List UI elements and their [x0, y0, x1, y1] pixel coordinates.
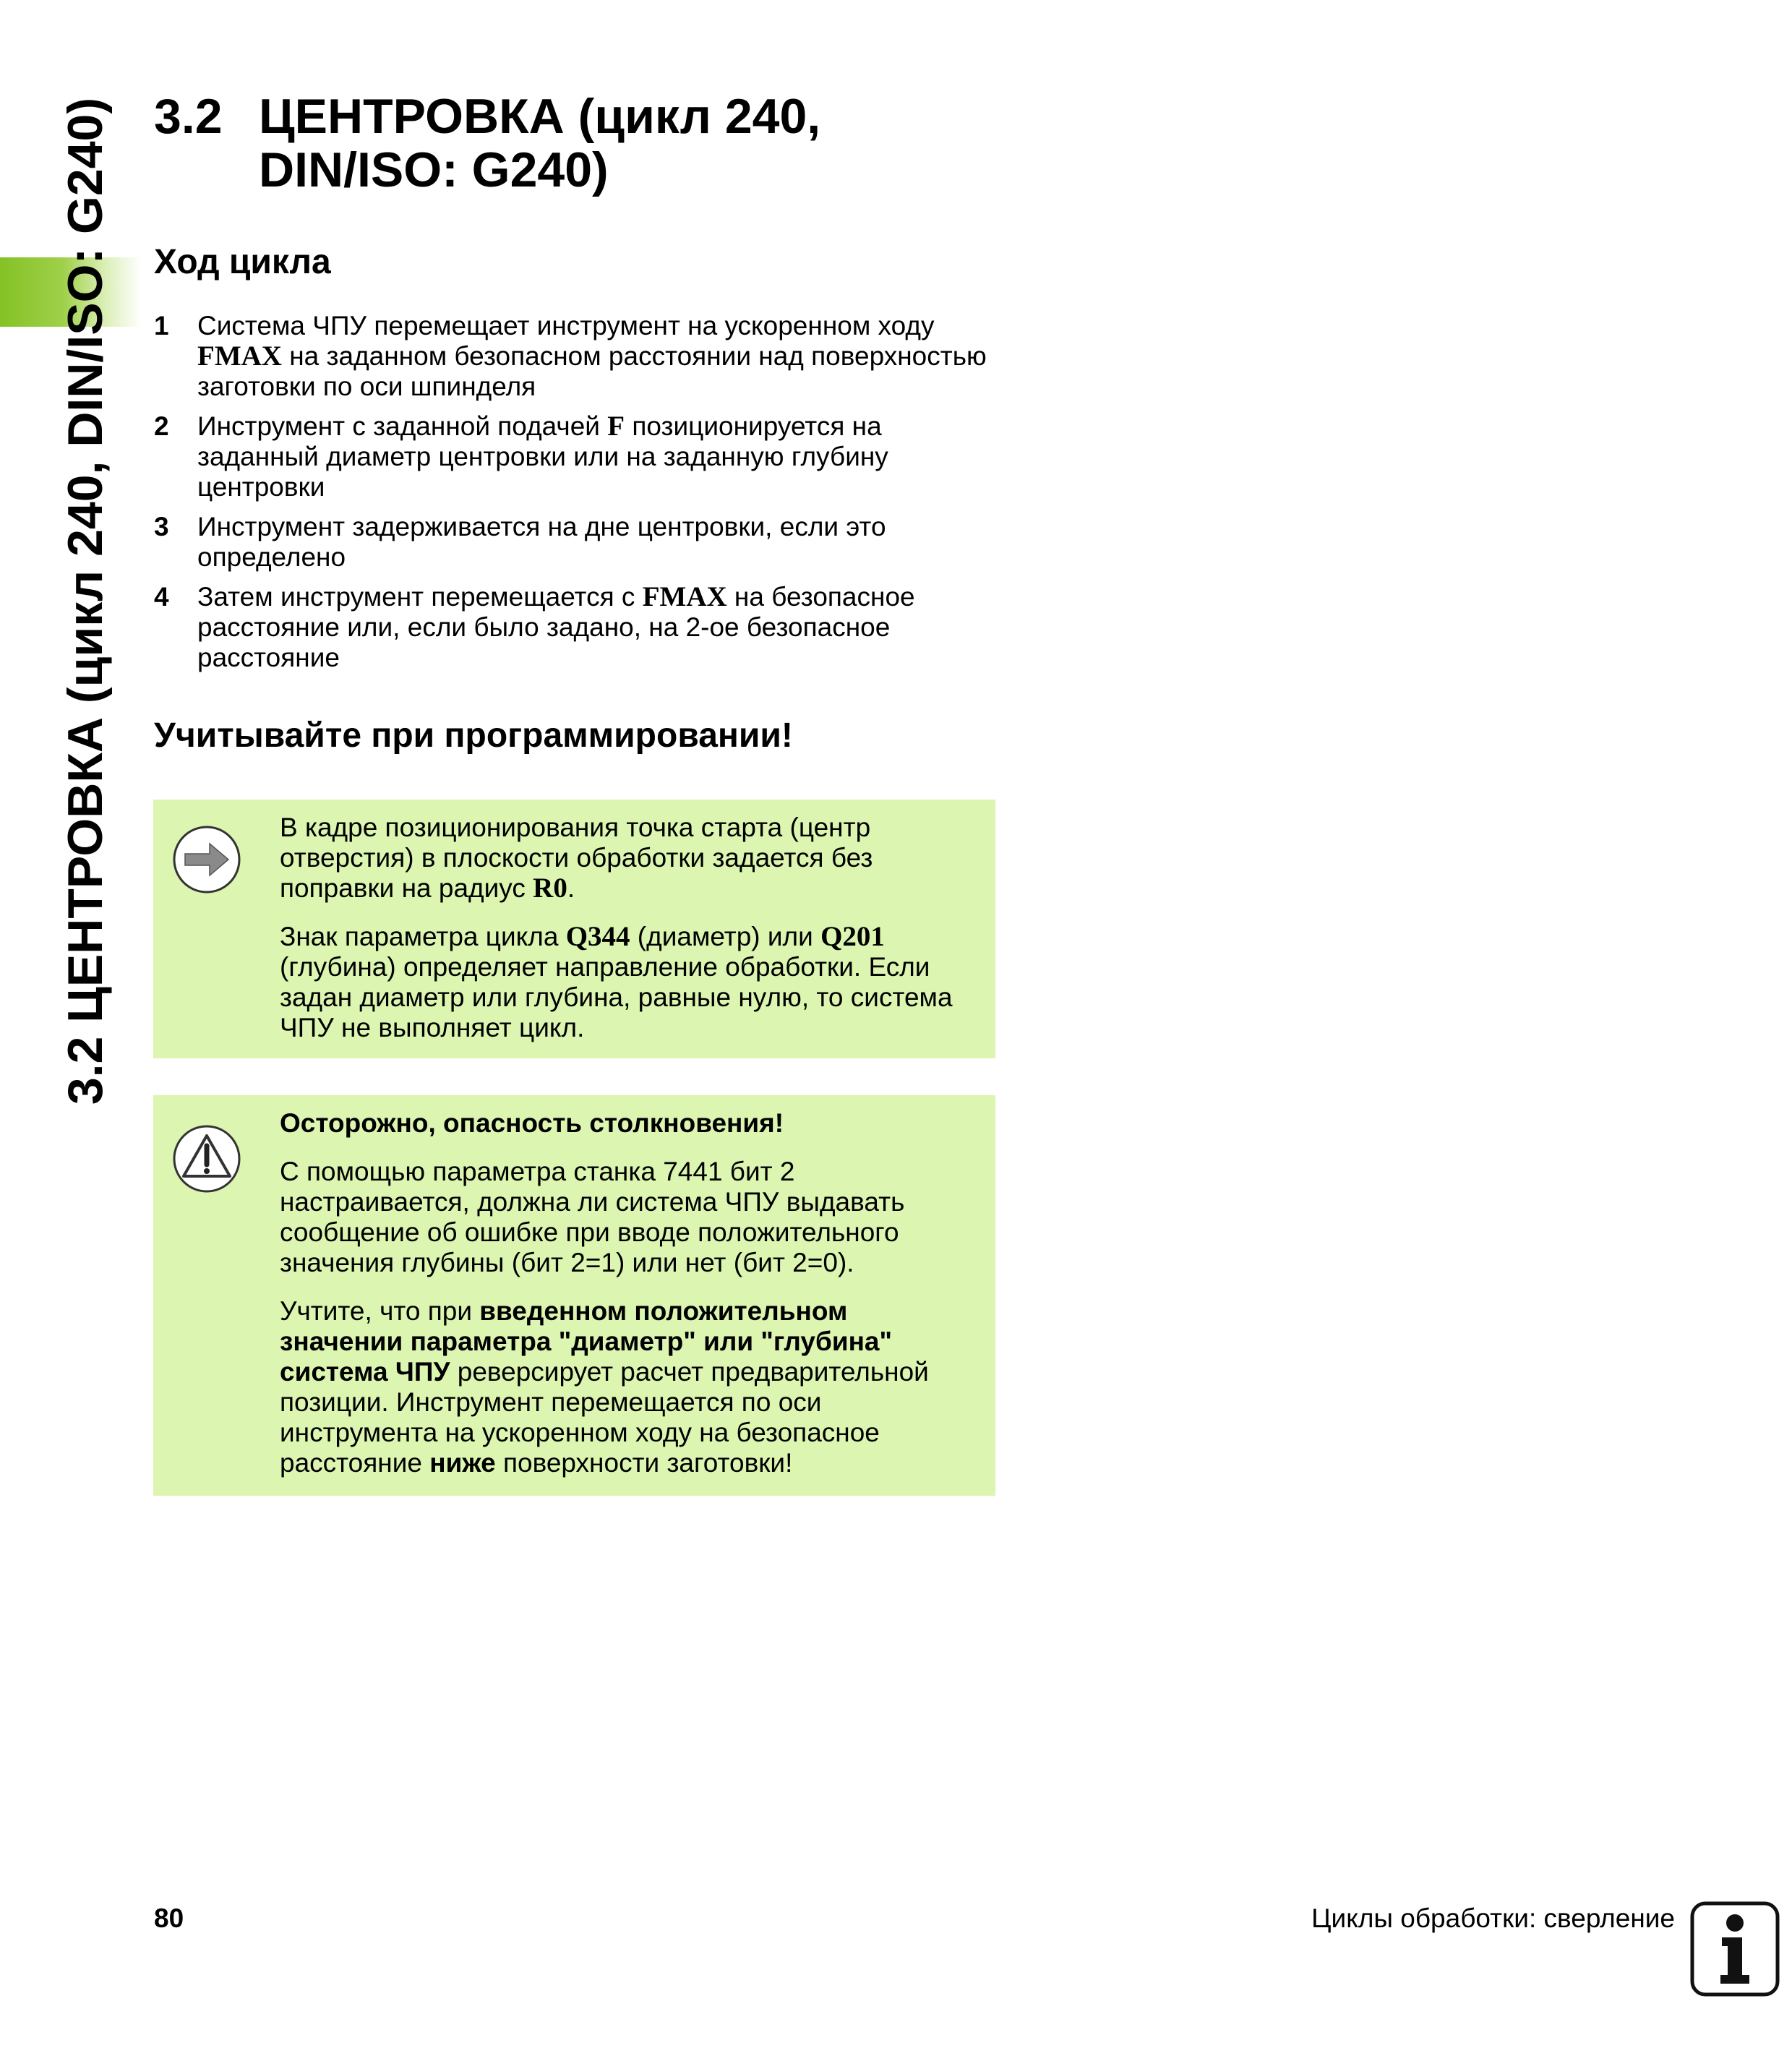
code-term: F — [607, 411, 625, 442]
note-paragraph: В кадре позиционирования точка старта (центр отверстия) в плоскости обработки задается без поправки на радиус R0. — [280, 813, 873, 904]
warning-note-box — [153, 1095, 995, 1496]
arrow-right-icon — [172, 825, 241, 894]
note-text — [280, 1108, 974, 1496]
chapter-footer-title: Циклы обработки: сверление — [1311, 1903, 1675, 1933]
step-number: 4 — [154, 582, 169, 612]
cycle-steps-list — [154, 311, 1007, 682]
page-number: 80 — [154, 1903, 184, 1933]
section-title-text — [259, 90, 1021, 197]
warning-heading: Осторожно, опасность столкновения! — [280, 1108, 784, 1138]
list-item — [154, 411, 1007, 502]
info-icon[interactable] — [1690, 1901, 1780, 1997]
vertical-section-title: 3.2 ЦЕНТРОВКА (цикл 240, DIN/ISO: G240) — [58, 98, 113, 1105]
cycle-run-heading: Ход цикла — [154, 243, 331, 281]
title-line-1: ЦЕНТРОВКА (цикл 240, — [259, 89, 821, 144]
step-text: Инструмент с заданной подачей F позиционируется на заданный диаметр центровки или на заданную глубину центровки — [197, 411, 888, 502]
note-paragraph: С помощью параметра станка 7441 бит 2 настраивается, должна ли система ЧПУ выдавать сообщение об ошибке при вводе положительного значения глубины (бит 2=1) или нет (бит 2=0). — [280, 1157, 905, 1277]
page-title — [154, 90, 1021, 197]
step-number: 2 — [154, 411, 169, 441]
code-term: R0 — [533, 873, 567, 904]
code-term: Q344 — [565, 921, 630, 952]
step-text: Инструмент задерживается на дне центровки, если это определено — [197, 512, 886, 572]
code-term: Q201 — [820, 921, 885, 952]
note-paragraph: Учтите, что при введенном положительном значении параметра "диаметр" или "глубина" система ЧПУ реверсирует расчет предварительной позиции. Инструмент перемещается по оси инструмента на ускоренном ходу на безопасное расстояние ниже поверхности заготовки! — [280, 1296, 929, 1478]
note-text — [280, 813, 974, 1061]
step-number: 3 — [154, 512, 169, 541]
info-note-box — [153, 800, 995, 1058]
step-text: Затем инструмент перемещается с FMAX на безопасное расстояние или, если было задано, на 2-ое безопасное расстояние — [197, 581, 915, 672]
title-line-2: DIN/ISO: G240) — [259, 142, 609, 197]
note-paragraph: Знак параметра цикла Q344 (диаметр) или Q201 (глубина) определяет направление обработки. Если задан диаметр или глубина, равные нулю, то система ЧПУ не выполняет цикл. — [280, 921, 953, 1042]
warning-icon — [172, 1124, 241, 1194]
programming-notes-heading: Учитывайте при программировании! — [154, 716, 793, 755]
step-text: Система ЧПУ перемещает инструмент на ускоренном ходу FMAX на заданном безопасном расстоянии над поверхностью заготовки по оси шпинделя — [197, 311, 987, 401]
list-item — [154, 582, 1007, 673]
list-item — [154, 512, 1007, 573]
step-number: 1 — [154, 311, 169, 340]
list-item — [154, 311, 1007, 402]
section-number: 3.2 — [154, 89, 223, 144]
code-term: FMAX — [642, 581, 727, 612]
code-term: FMAX — [197, 340, 282, 372]
